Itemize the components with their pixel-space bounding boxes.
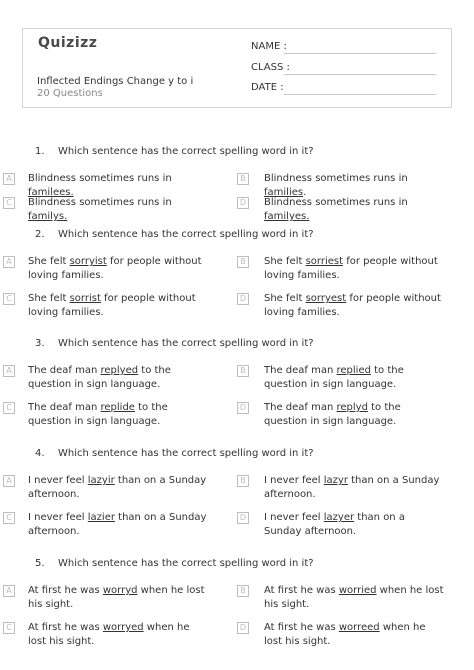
option-d-text [264, 401, 444, 429]
option-text-after: than on a Sunday afternoon. [28, 512, 207, 537]
option-c-text [28, 511, 208, 539]
option-spelling-word: sorryest [305, 293, 347, 304]
option-a-checkbox[interactable]: A [3, 365, 15, 377]
option-text-before: At first he was [28, 585, 103, 596]
option-text-before: Blindness sometimes runs in [264, 173, 408, 184]
option-spelling-word: worreed [338, 622, 380, 633]
option-c-checkbox[interactable]: C [3, 622, 15, 634]
option-spelling-word: families [264, 187, 304, 198]
option-text-after: to the question in sign language. [28, 402, 168, 427]
option-b-checkbox[interactable]: B [237, 585, 249, 597]
option-text-before: I never feel [264, 475, 324, 486]
option-b-checkbox[interactable]: B [237, 365, 249, 377]
option-d-text [264, 292, 444, 320]
option-a-text [28, 255, 208, 283]
option-text-before: Blindness sometimes runs in [264, 197, 408, 208]
option-text-after: when he lost his sight. [264, 622, 426, 647]
option-a-checkbox[interactable]: A [3, 585, 15, 597]
option-d-text [264, 196, 444, 224]
option-text-after: to the question in sign language. [264, 402, 401, 427]
option-b-text [264, 255, 444, 283]
option-c-text [28, 621, 208, 649]
option-d-checkbox[interactable]: D [237, 293, 249, 305]
option-text-before: She felt [28, 256, 70, 267]
option-a-text [28, 584, 208, 612]
option-spelling-word: lazyer [323, 512, 355, 523]
question-number: 5. [35, 558, 45, 569]
question-text: Which sentence has the correct spelling word in it? [58, 146, 314, 157]
option-text-after: than on a Sunday afternoon. [264, 512, 405, 537]
option-text-after: when he lost his sight. [28, 622, 190, 647]
option-spelling-word: replyd [336, 402, 368, 413]
option-spelling-word: worryd [102, 585, 138, 596]
option-c-text [28, 292, 208, 320]
option-c-checkbox[interactable]: C [3, 512, 15, 524]
option-text-after: for people without loving families. [28, 293, 196, 318]
option-d-text [264, 621, 444, 649]
option-spelling-word: sorryist [69, 256, 107, 267]
option-text-before: At first he was [28, 622, 103, 633]
option-spelling-word: sorrist [69, 293, 101, 304]
option-a-checkbox[interactable]: A [3, 256, 15, 268]
date-label: DATE : [251, 82, 284, 93]
option-spelling-word: worryed [102, 622, 144, 633]
option-a-text [28, 474, 208, 502]
option-spelling-word: familees. [28, 187, 74, 198]
option-text-before: I never feel [264, 512, 324, 523]
option-text-after: for people without loving families. [264, 256, 438, 281]
option-d-text [264, 511, 444, 539]
option-c-checkbox[interactable]: C [3, 197, 15, 209]
option-b-checkbox[interactable]: B [237, 475, 249, 487]
option-text-before: At first he was [264, 622, 339, 633]
option-text-before: At first he was [264, 585, 339, 596]
question-number: 1. [35, 146, 45, 157]
class-label: CLASS : [251, 62, 290, 73]
question-number: 4. [35, 448, 45, 459]
option-spelling-word: familys. [28, 211, 68, 222]
option-text-before: She felt [264, 256, 306, 267]
option-text-after: when he lost his sight. [264, 585, 444, 610]
question-text: Which sentence has the correct spelling word in it? [58, 338, 314, 349]
option-text-before: The deaf man [28, 402, 101, 413]
option-b-checkbox[interactable]: B [237, 256, 249, 268]
option-b-text [264, 364, 444, 392]
option-a-checkbox[interactable]: A [3, 173, 15, 185]
question-text: Which sentence has the correct spelling word in it? [58, 448, 314, 459]
name-line [284, 53, 436, 54]
option-text-after: to the question in sign language. [28, 365, 171, 390]
option-c-checkbox[interactable]: C [3, 402, 15, 414]
option-text-after: than on a Sunday afternoon. [28, 475, 207, 500]
class-line [284, 74, 436, 75]
worksheet-title: Inflected Endings Change y to i [37, 76, 194, 87]
option-text-before: I never feel [28, 475, 88, 486]
option-spelling-word: replide [100, 402, 135, 413]
option-c-checkbox[interactable]: C [3, 293, 15, 305]
option-spelling-word: lazyr [323, 475, 348, 486]
option-spelling-word: worried [338, 585, 377, 596]
option-c-text [28, 401, 208, 429]
option-a-text [28, 364, 208, 392]
question-text: Which sentence has the correct spelling word in it? [58, 558, 314, 569]
question-text: Which sentence has the correct spelling word in it? [58, 229, 314, 240]
option-spelling-word: lazyir [87, 475, 115, 486]
option-text-before: The deaf man [264, 402, 337, 413]
option-spelling-word: replied [336, 365, 371, 376]
option-d-checkbox[interactable]: D [237, 512, 249, 524]
option-d-checkbox[interactable]: D [237, 402, 249, 414]
option-text-after: . [303, 187, 307, 198]
option-text-before: Blindness sometimes runs in [28, 197, 172, 208]
option-text-before: I never feel [28, 512, 88, 523]
quizizz-logo: Quizizz [38, 35, 98, 51]
option-d-checkbox[interactable]: D [237, 622, 249, 634]
option-text-after: to the question in sign language. [264, 365, 404, 390]
option-b-text [264, 474, 444, 502]
option-spelling-word: lazier [87, 512, 115, 523]
option-text-after: for people without loving families. [264, 293, 441, 318]
option-c-text [28, 196, 208, 224]
option-text-after: for people without loving families. [28, 256, 202, 281]
option-spelling-word: replyed [100, 365, 139, 376]
date-line [284, 94, 436, 95]
option-d-checkbox[interactable]: D [237, 197, 249, 209]
option-b-text [264, 584, 444, 612]
option-text-before: Blindness sometimes runs in [28, 173, 172, 184]
question-count: 20 Questions [37, 88, 103, 99]
option-text-before: The deaf man [28, 365, 101, 376]
question-number: 3. [35, 338, 45, 349]
option-text-before: She felt [264, 293, 306, 304]
option-b-checkbox[interactable]: B [237, 173, 249, 185]
option-text-before: The deaf man [264, 365, 337, 376]
name-label: NAME : [251, 41, 287, 52]
option-text-before: She felt [28, 293, 70, 304]
option-text-after: than on a Sunday afternoon. [264, 475, 440, 500]
option-text-after: when he lost his sight. [28, 585, 205, 610]
option-spelling-word: sorriest [305, 256, 344, 267]
option-spelling-word: familyes. [264, 211, 310, 222]
option-a-checkbox[interactable]: A [3, 475, 15, 487]
question-number: 2. [35, 229, 45, 240]
